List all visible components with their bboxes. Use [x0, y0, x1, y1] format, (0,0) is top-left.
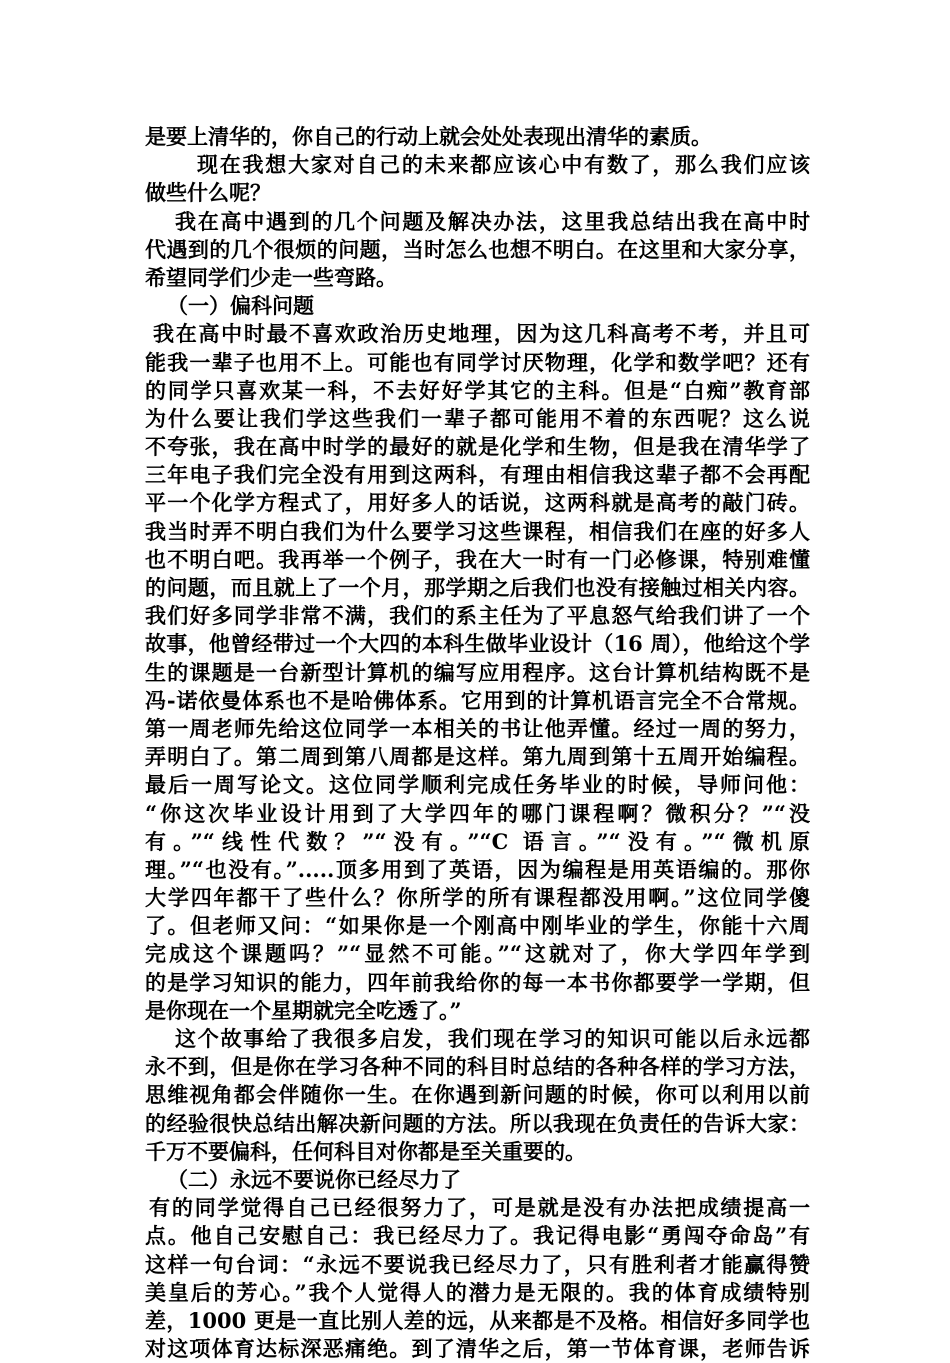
text-line: 完成这个课题吗？”“显然不可能。”“这就对了，你大学四年学到 — [145, 941, 810, 967]
text-line: “你这次毕业设计用到了大学四年的哪门课程啊？微积分？”“没 — [145, 800, 810, 826]
text-line: 的问题，而且就上了一个月，那学期之后我们也没有接触过相关内容。 — [145, 575, 810, 600]
text-line: 我当时弄不明白我们为什么要学习这些课程，相信我们在座的好多人 — [145, 518, 810, 544]
text-line: 思维视角都会伴随你一生。在你遇到新问题的时候，你可以利用以前 — [145, 1082, 810, 1108]
text-line: 能我一辈子也用不上。可能也有同学讨厌物理，化学和数学吧？还有 — [145, 349, 810, 375]
text-line: 故事，他曾经带过一个大四的本科生做毕业设计（16 周），他给这个学 — [145, 631, 810, 657]
text-line: 大学四年都干了些什么？你所学的所有课程都没用啊。”这位同学傻 — [145, 885, 810, 911]
text-line: 了。但老师又问：“如果你是一个刚高中刚毕业的学生，你能十六周 — [145, 913, 810, 939]
text-line: 是你现在一个星期就完全吃透了。” — [145, 997, 462, 1023]
text-line: 三年电子我们完全没有用到这两科，有理由相信我这辈子都不会再配 — [145, 462, 810, 488]
text-line: 平一个化学方程式了，用好多人的话说，这两科就是高考的敲门砖。 — [145, 490, 810, 516]
text-line: 生的课题是一台新型计算机的编写应用程序。这台计算机结构既不是 — [145, 659, 810, 685]
text-line: 第一周老师先给这位同学一本相关的书让他弄懂。经过一周的努力， — [145, 715, 810, 741]
text-line: 现在我想大家对自己的未来都应该心中有数了，那么我们应该 — [197, 152, 810, 178]
text-line: 做些什么呢？ — [145, 180, 271, 206]
text-line: 的是学习知识的能力，四年前我给你的每一本书你都要学一学期，但 — [145, 969, 810, 995]
text-line: 点。他自己安慰自己：我已经尽力了。我记得电影“勇闯夺命岛”有 — [145, 1223, 810, 1249]
text-line: 为什么要让我们学这些我们一辈子都可能用不着的东西呢？这么说 — [145, 405, 810, 431]
text-line: 我们好多同学非常不满，我们的系主任为了平息怒气给我们讲了一个 — [145, 603, 810, 629]
text-line: 对这项体育达标深恶痛绝。到了清华之后，第一节体育课，老师告诉 — [145, 1336, 810, 1362]
text-line: 最后一周写论文。这位同学顺利完成任务毕业的时候，导师问他： — [145, 772, 810, 798]
body-text — [145, 123, 810, 1363]
text-line: 差，1000 更是一直比别人差的远，从来都是不及格。相信好多同学也 — [145, 1307, 810, 1333]
text-line: 的同学只喜欢某一科，不去好好学其它的主科。但是“白痴”教育部 — [145, 377, 810, 403]
text-line: 我在高中时最不喜欢政治历史地理，因为这几科高考不考，并且可 — [153, 321, 810, 347]
text-line: 弄明白了。第二周到第八周都是这样。第九周到第十五周开始编程。 — [145, 744, 810, 770]
text-line: 有的同学觉得自己已经很努力了，可是就是没有办法把成绩提高一 — [149, 1195, 810, 1221]
text-line: 是要上清华的，你自己的行动上就会处处表现出清华的素质。 — [145, 124, 712, 149]
text-line: 希望同学们少走一些弯路。 — [145, 264, 397, 290]
text-line: 理。”“也没有。”.....顶多用到了英语，因为编程是用英语编的。那你 — [145, 856, 810, 882]
text-line: 冯-诺依曼体系也不是哈佛体系。它用到的计算机语言完全不合常规。 — [145, 687, 810, 713]
text-line: 的经验很快总结出解决新问题的方法。所以我现在负责任的告诉大家： — [145, 1110, 810, 1136]
text-line: 千万不要偏科，任何科目对你都是至关重要的。 — [145, 1138, 586, 1164]
text-line: 代遇到的几个很烦的问题，当时怎么也想不明白。在这里和大家分享， — [145, 236, 810, 262]
text-line: 也不明白吧。我再举一个例子，我在大一时有一门必修课，特别难懂 — [145, 546, 810, 572]
text-line: 这样一句台词：“永远不要说我已经尽力了，只有胜利者才能赢得赞 — [145, 1251, 810, 1277]
text-line: 永不到，但是你在学习各种不同的科目时总结的各种各样的学习方法， — [145, 1054, 810, 1080]
text-line: （二）永远不要说你已经尽力了 — [167, 1166, 461, 1192]
text-line: （一）偏科问题 — [167, 293, 314, 319]
text-line: 这个故事给了我很多启发，我们现在学习的知识可能以后永远都 — [175, 1026, 810, 1051]
text-line: 美皇后的芳心。”我个人觉得人的潜力是无限的。我的体育成绩特别 — [145, 1279, 810, 1305]
text-line: 我在高中遇到的几个问题及解决办法，这里我总结出我在高中时 — [175, 208, 810, 234]
text-line: 不夸张，我在高中时学的最好的就是化学和生物，但是我在清华学了 — [145, 434, 810, 460]
text-line: 有。”“线性代数？”“没有。”“C 语言。”“没有。”“微机原 — [145, 828, 810, 854]
